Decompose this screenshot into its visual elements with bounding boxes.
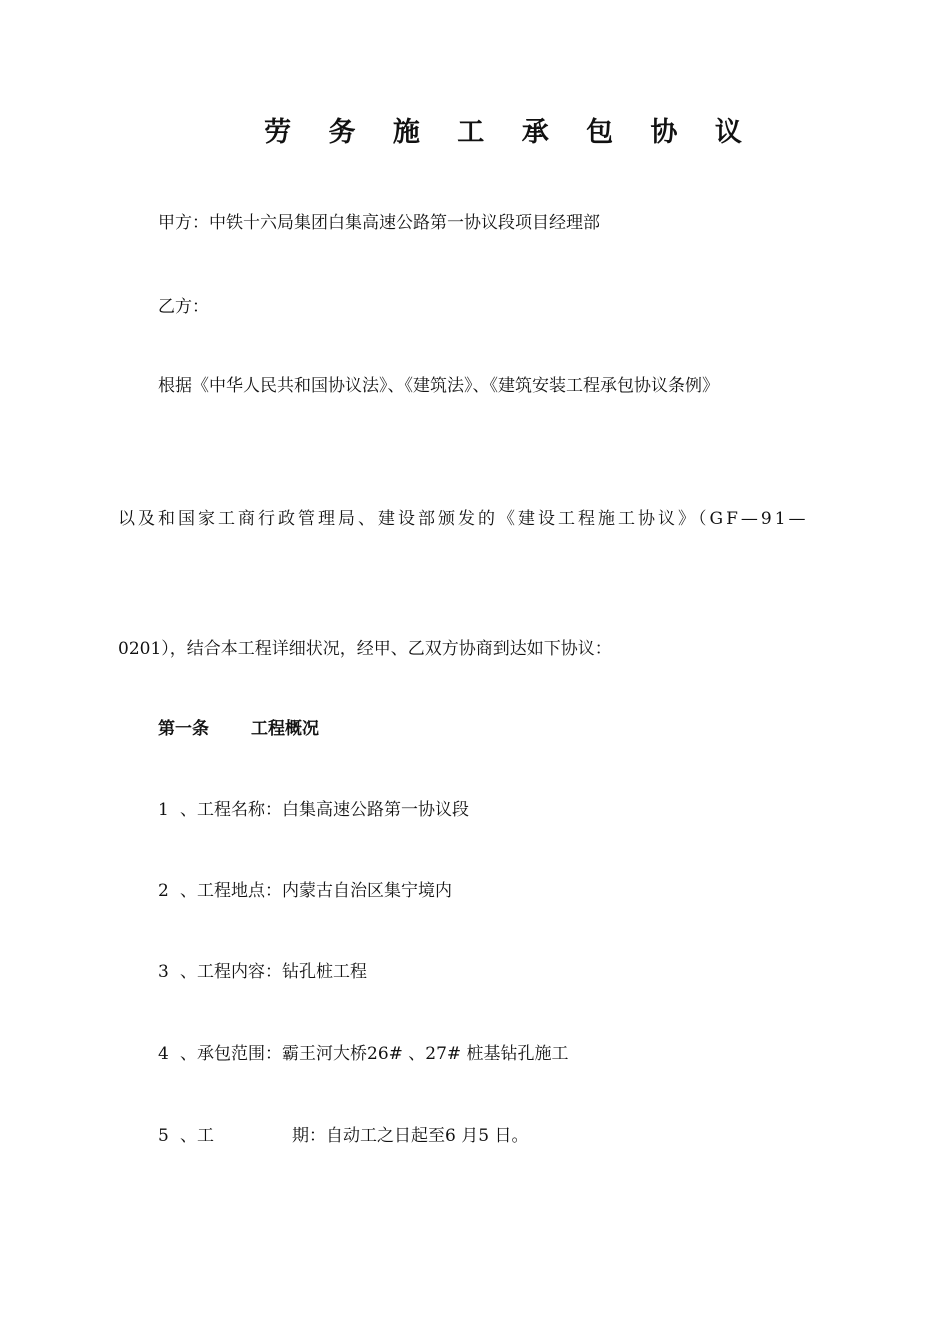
item-label-end: 期：自动工之日起至6 月5 日。 — [292, 1126, 529, 1146]
item-number: 1 — [158, 800, 169, 820]
item-text: 、工程内容：钻孔桩工程 — [180, 962, 367, 982]
item-project-name — [158, 798, 469, 822]
item-project-content — [158, 960, 367, 984]
legal-basis-line-1: 根据《中华人民共和国协议法》、《建筑法》、《建筑安装工程承包协议条例》 — [158, 376, 719, 396]
party-b-line: 乙方： — [158, 297, 209, 317]
item-number: 4 — [158, 1044, 169, 1064]
item-project-location — [158, 879, 452, 903]
document-title: 劳 务 施 工 承 包 协 议 — [264, 117, 756, 148]
item-duration — [158, 1124, 528, 1148]
legal-basis-line-2: 以及和国家工商行政管理局、建设部颁发的《建设工程施工协议》（GF—91— — [118, 509, 809, 529]
item-contract-scope — [158, 1042, 569, 1066]
party-a-line: 甲方：中铁十六局集团白集高速公路第一协议段项目经理部 — [158, 213, 600, 233]
item-text: 、承包范围：霸王河大桥26# 、27# 桩基钻孔施工 — [180, 1044, 569, 1064]
item-number: 2 — [158, 881, 169, 901]
item-number: 5 — [158, 1126, 169, 1146]
article-1-heading — [158, 717, 319, 741]
item-label-start: 、工 — [180, 1126, 214, 1146]
article-1-title: 工程概况 — [251, 719, 319, 739]
legal-basis-line-3: 0201），结合本工程详细状况，经甲、乙双方协商到达如下协议： — [118, 639, 612, 659]
item-text: 、工程地点：内蒙古自治区集宁境内 — [180, 881, 452, 901]
article-1-number: 第一条 — [158, 719, 209, 739]
item-number: 3 — [158, 962, 169, 982]
item-text: 、工程名称：白集高速公路第一协议段 — [180, 800, 469, 820]
